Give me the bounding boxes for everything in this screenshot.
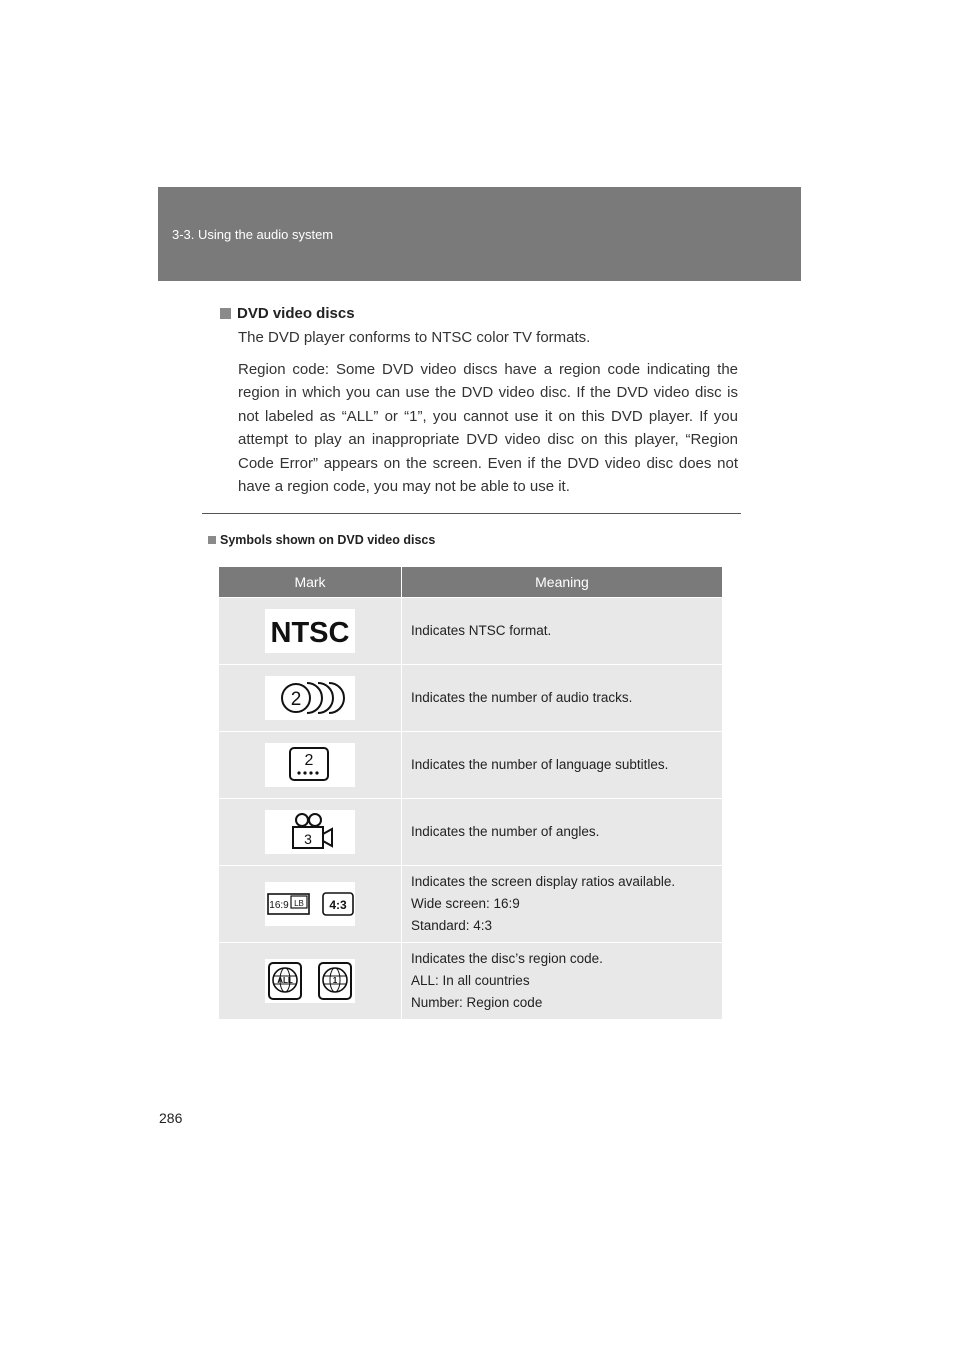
meaning-line: Indicates the number of language subtitles.	[411, 757, 669, 772]
region-code-icon	[265, 959, 355, 1003]
angles-icon	[265, 810, 355, 854]
meaning-line: Indicates the disc’s region code.	[411, 951, 603, 966]
meaning-cell	[402, 943, 723, 1020]
meaning-line: Number: Region code	[411, 995, 543, 1010]
aspect-ratio-icon	[265, 882, 355, 926]
mark-cell	[219, 799, 402, 866]
section-heading	[220, 305, 738, 322]
meaning-line: Wide screen: 16:9	[411, 896, 520, 911]
chapter-title: 3-3. Using the audio system	[172, 227, 334, 242]
column-header-mark: Mark	[219, 567, 402, 598]
svg-text:NTSC: NTSC	[270, 617, 350, 649]
meaning-cell	[402, 732, 723, 799]
svg-text:16:9: 16:9	[269, 900, 289, 911]
meaning-line: Indicates the number of angles.	[411, 824, 600, 839]
svg-text:2: 2	[304, 752, 314, 769]
symbols-heading	[208, 533, 435, 547]
square-bullet-icon	[220, 308, 231, 319]
svg-text:4:3: 4:3	[329, 898, 347, 912]
meaning-line: Indicates the number of audio tracks.	[411, 690, 633, 705]
table-row	[219, 799, 722, 866]
meaning-cell	[402, 665, 723, 732]
ntsc-icon	[265, 609, 355, 653]
section-heading-text: DVD video discs	[237, 305, 355, 322]
meaning-line: Indicates NTSC format.	[411, 623, 552, 638]
meaning-line: Indicates the screen display ratios available.	[411, 874, 676, 889]
table-row	[219, 598, 722, 665]
table-row	[219, 732, 722, 799]
svg-text:3: 3	[304, 831, 312, 847]
mark-cell	[219, 866, 402, 943]
meaning-cell	[402, 866, 723, 943]
chapter-header-band	[158, 187, 801, 281]
table-row	[219, 943, 722, 1020]
column-header-meaning: Meaning	[402, 567, 723, 598]
svg-text:LB: LB	[294, 899, 304, 908]
meaning-line: ALL: In all countries	[411, 973, 530, 988]
svg-text:2: 2	[290, 689, 302, 710]
svg-text:1: 1	[332, 976, 338, 985]
dvd-video-discs-section	[220, 305, 738, 499]
mark-cell	[219, 665, 402, 732]
subtitles-icon	[265, 743, 355, 787]
divider	[202, 513, 741, 514]
table-row	[219, 866, 722, 943]
square-bullet-icon	[208, 536, 216, 544]
page-number: 286	[159, 1110, 183, 1126]
symbols-heading-text: Symbols shown on DVD video discs	[220, 533, 436, 547]
meaning-cell	[402, 799, 723, 866]
region-code-paragraph: Region code: Some DVD video discs have a region code indicating the region in which you can use the DVD video disc. If the DVD video disc is not labeled as “ALL” or “1”, you cannot use it on this DVD player. If you attempt to play an inappropriate DVD video disc on this player, “Region Code Error” appears on the screen. Even if the DVD video disc does not have a region code, you may not be able to use it.	[238, 360, 738, 495]
meaning-line: Standard: 4:3	[411, 918, 493, 933]
mark-cell	[219, 732, 402, 799]
mark-cell	[219, 943, 402, 1020]
section-body	[220, 326, 738, 499]
symbols-table	[219, 567, 722, 1019]
ntsc-paragraph: The DVD player conforms to NTSC color TV formats.	[238, 329, 591, 346]
mark-cell	[219, 598, 402, 665]
table-header-row	[219, 567, 722, 598]
svg-text:ALL: ALL	[277, 976, 293, 985]
audio-tracks-icon	[265, 676, 355, 720]
meaning-cell	[402, 598, 723, 665]
table-row	[219, 665, 722, 732]
